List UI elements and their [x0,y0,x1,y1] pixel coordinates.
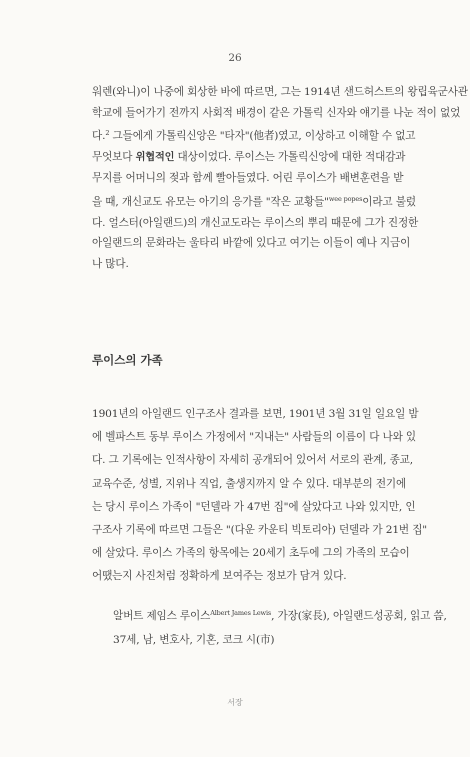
text-line: 워렌(와니)이 나중에 회상한 바에 따르면, 그는 1914년 샌드허스트의 왕립육군사관 [92,86,468,98]
text-line [92,189,416,213]
text-fragment: , 가장(家長), 아일랜드성공회, 읽고 씀, [271,610,447,622]
text-line: 어땠는지 사진처럼 정확하게 보여주는 정보가 담겨 있다. [92,570,347,583]
bold-emphasis: 위협적인 [135,151,175,163]
text-line: 1901년의 아일랜드 인구조사 결과를 보면, 1901년 3월 31일 일요일 밤 [92,408,419,420]
text-line: 에 벨파스트 동부 루이스 가정에서 "지내는" 사람들의 이름이 다 나와 있 [92,431,416,444]
page-number: 26 [228,52,242,64]
section-heading: 루이스의 가족 [92,353,163,367]
text-fragment: 무엇보다 [92,150,136,163]
census-record-quote [113,602,447,652]
text-fragment: 을 때, 개신교도 유모는 아기의 응가를 "작은 교황들" [92,195,329,208]
footnote-marker: 2 [105,129,110,138]
text-line [92,147,404,169]
text-fragment: 알버트 제임스 루이스 [113,610,211,622]
superscript-name: Albert James Lewis [210,609,272,617]
text-line: 구조사 기록에 따르면 그들은 "(다운 카운티 빅토리아) 던델라 가 21번 집" [92,524,428,537]
text-line: 에 살았다. 루이스 가족의 항목에는 20세기 초두에 그의 가족의 모습이 [92,547,410,560]
intro-paragraph [92,82,468,274]
text-line: 학교에 들어가기 전까지 사회적 배경이 같은 가톨릭 신자와 얘기를 나눈 적이 없었 [92,106,461,119]
text-line: 는 당시 루이스 가족이 "던델라 가 47번 집"에 살았다고 나와 있지만, 인 [92,500,416,513]
text-line: 아일랜드의 문화라는 울타리 바깥에 있다고 여기는 이들이 예나 지금이 [92,237,411,250]
text-line: 다. 얼스터(아일랜드)의 개신교도라는 루이스의 뿌리 때문에 그가 진정한 [92,216,419,229]
text-fragment: 대상이었다. 루이스는 가톨릭신앙에 대한 적대감과 [174,150,406,163]
text-line [113,602,447,629]
text-line: 37세, 남, 변호사, 기혼, 코크 시(市) [113,633,275,646]
text-line: 무지를 어머니의 젖과 함께 빨아들였다. 어린 루이스가 배변훈련을 받 [92,172,404,185]
text-line: 다. 그 기록에는 인적사항이 자세히 공개되어 있어서 서로의 관계, 종교, [92,454,413,467]
text-fragment: 이라고 불렀 [362,195,416,208]
census-paragraph [92,403,428,589]
text-line [92,123,416,147]
text-fragment: 그들에게 가톨릭신앙은 "타자"(他者)였고, 이상하고 이해할 수 없고 [109,130,416,143]
superscript-gloss: wee popes [328,194,363,203]
text-line: 교육수준, 성별, 지위나 직업, 출생지까지 알 수 있다. 대부분의 전기에 [92,477,407,490]
text-fragment: 다. [92,130,106,143]
text-line: 나 많다. [92,257,129,270]
footer-mark: 서장 [227,698,243,707]
